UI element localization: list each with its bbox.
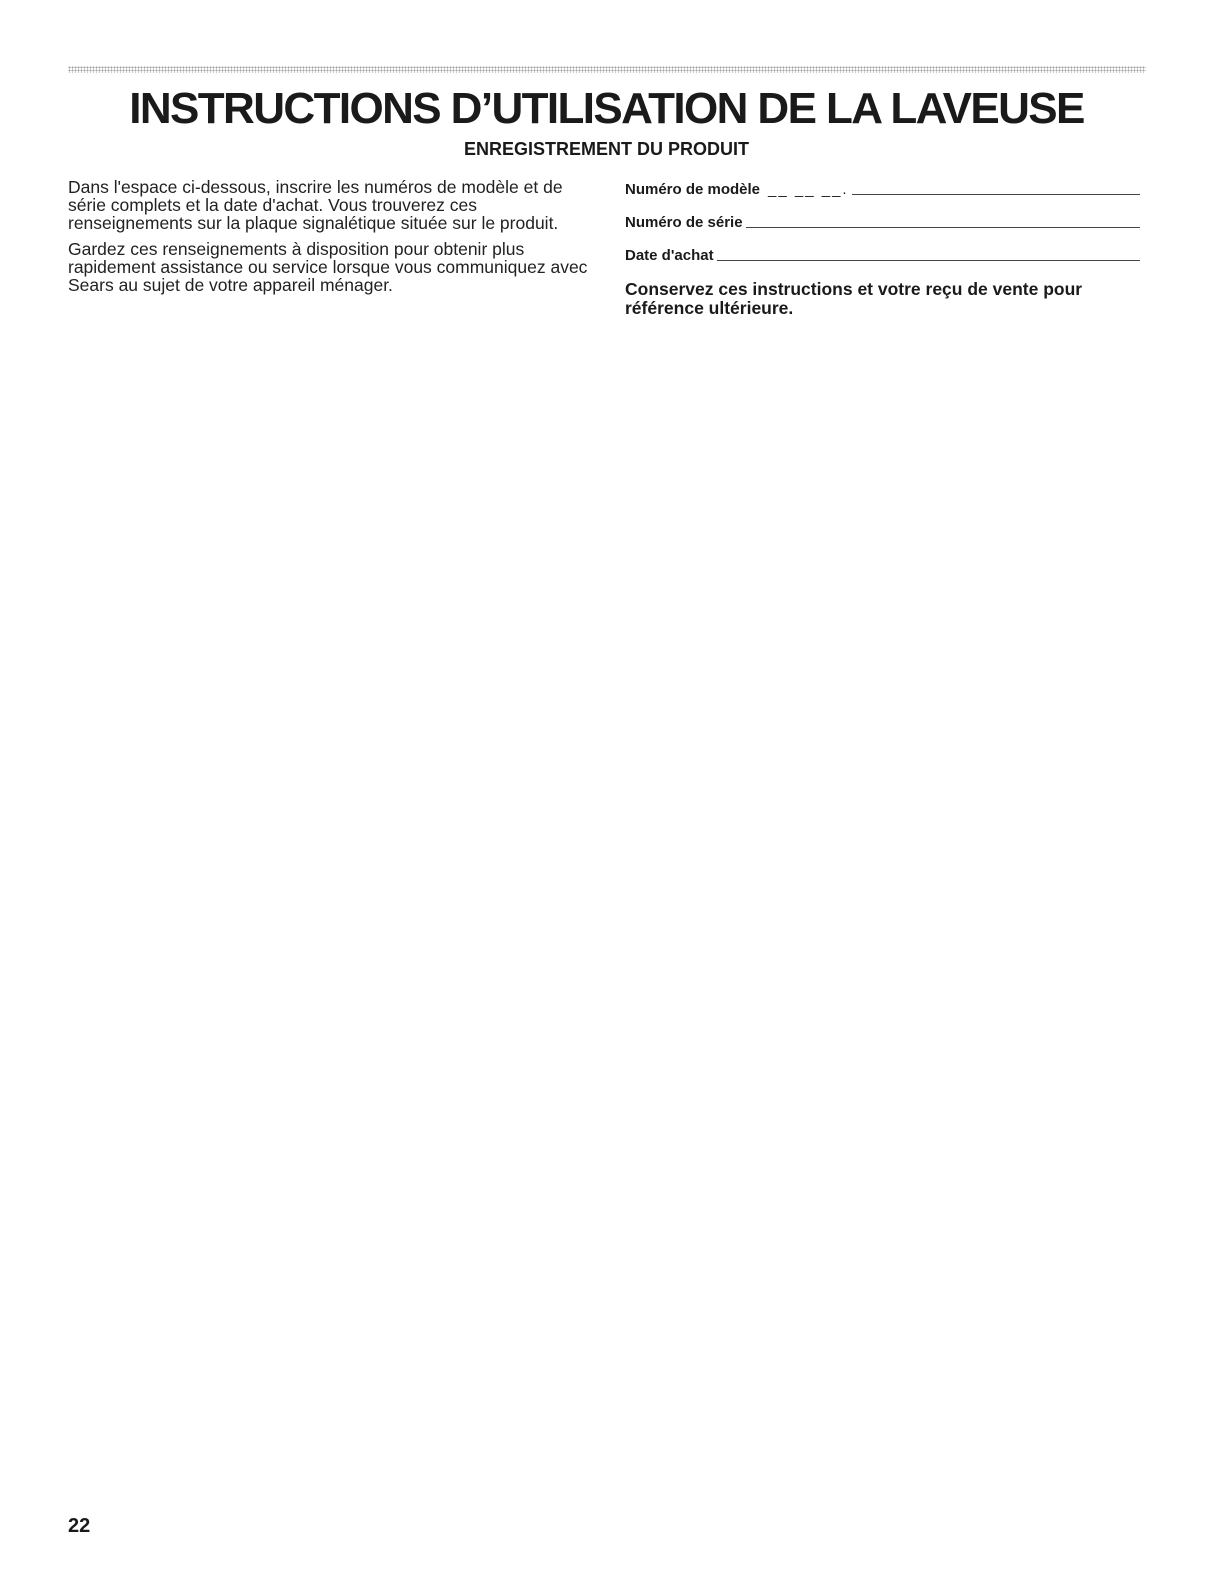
registration-instructions <box>68 178 598 302</box>
serial-number-field <box>625 211 1140 231</box>
model-number-field <box>625 178 1140 198</box>
serial-number-blank-line[interactable] <box>746 227 1140 228</box>
keep-receipt-note: Conservez ces instructions et votre reçu de vente pour référence ultérieure. <box>625 279 1083 318</box>
dotted-header-rule <box>68 66 1146 73</box>
purchase-date-field <box>625 244 1140 264</box>
model-number-label: Numéro de modèle <box>625 181 761 198</box>
purchase-date-blank-line[interactable] <box>717 260 1140 261</box>
instructions-paragraph: Dans l'espace ci-dessous, inscrire les numéros de modèle et de série complets et la date d'achat. Vous trouverez ces renseignements sur la plaque signalétique située sur le produit. <box>68 177 563 233</box>
registration-form <box>625 178 1140 318</box>
model-number-prefix: __ __ __. <box>768 181 849 198</box>
serial-number-label: Numéro de série <box>625 214 743 231</box>
page-title: INSTRUCTIONS D’UTILISATION DE LA LAVEUSE <box>129 84 1084 133</box>
model-number-blank-line[interactable] <box>852 194 1140 195</box>
page-number: 22 <box>68 1515 91 1537</box>
contact-paragraph: Gardez ces renseignements à disposition pour obtenir plus rapidement assistance ou service lorsque vous communiquez avec Sears au sujet de votre appareil ménager. <box>68 239 588 295</box>
section-heading: ENREGISTREMENT DU PRODUIT <box>463 139 749 159</box>
purchase-date-label: Date d'achat <box>625 247 714 264</box>
